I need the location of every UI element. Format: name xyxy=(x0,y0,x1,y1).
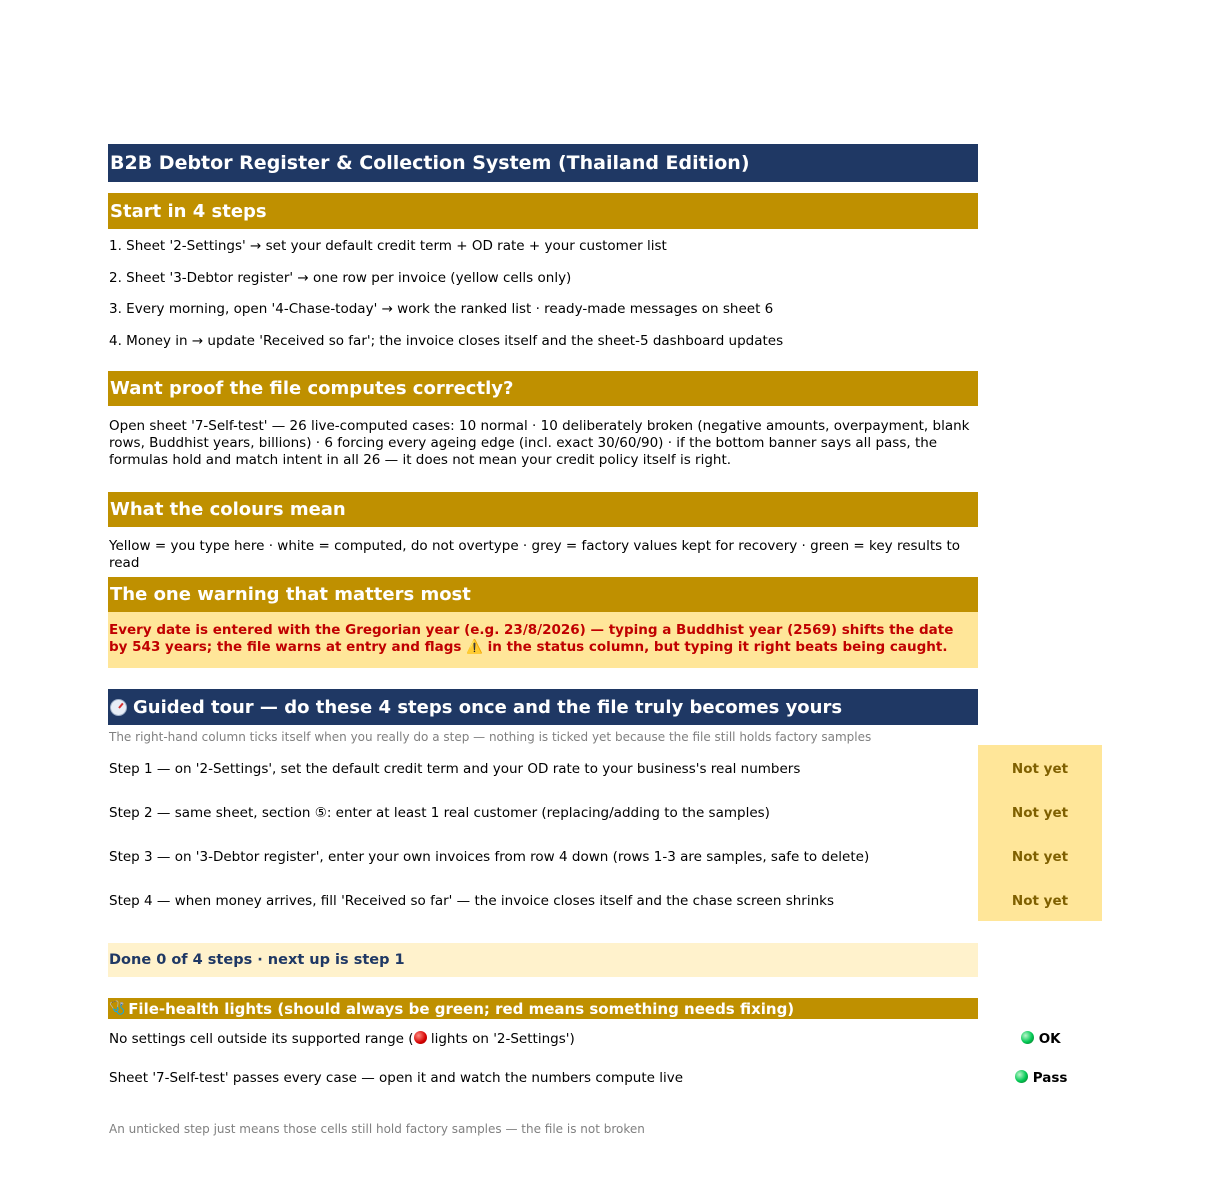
health-check-1-text-start: No settings cell outside its supported range ( xyxy=(109,1031,414,1047)
health-check-1-status: OK xyxy=(1038,1031,1061,1047)
red-light-icon xyxy=(414,1031,427,1044)
start-step-1: 1. Sheet '2-Settings' → set your default credit term + OD rate + your customer list xyxy=(109,238,667,254)
title-bar xyxy=(108,144,978,182)
tour-heading-bar xyxy=(108,689,978,725)
health-check-1 xyxy=(109,1031,977,1048)
green-light-icon xyxy=(1021,1031,1034,1044)
colours-heading-bar xyxy=(108,492,978,527)
proof-heading: Want proof the file computes correctly? xyxy=(110,378,514,399)
tour-step-2: Step 2 — same sheet, section ⑤: enter at least 1 real customer (replacing/adding to the samples) xyxy=(109,805,770,821)
warning-text-end: in the status column, but typing it right beats being caught. xyxy=(482,639,948,655)
start-step-4: 4. Money in → update 'Received so far'; the invoice closes itself and the sheet-5 dashboard updates xyxy=(109,333,784,349)
tour-heading: Guided tour — do these 4 steps once and the file truly becomes yours xyxy=(133,696,843,718)
warning-heading-bar xyxy=(108,577,978,612)
health-check-1-text-end: lights on '2-Settings') xyxy=(426,1031,575,1047)
start-heading: Start in 4 steps xyxy=(110,200,267,222)
tour-step-3-status: Not yet xyxy=(1011,849,1069,865)
health-heading-bar xyxy=(108,998,978,1019)
tour-step-3: Step 3 — on '3-Debtor register', enter your own invoices from row 4 down (rows 1-3 are samples, safe to delete) xyxy=(109,849,870,865)
start-step-2: 2. Sheet '3-Debtor register' → one row per invoice (yellow cells only) xyxy=(109,270,572,286)
health-check-1-light xyxy=(1021,1031,1061,1047)
start-heading-bar xyxy=(108,193,978,229)
compass-icon xyxy=(110,699,127,716)
tour-step-4-status: Not yet xyxy=(1011,893,1069,909)
warning-text-start: Every date is entered with the Gregorian year (e.g. 23/8/2026) — typing a Buddhist year (2569) shifts the date by 543 years; the file warns at entry and flags xyxy=(109,622,954,655)
health-check-2-status: Pass xyxy=(1032,1070,1068,1086)
start-step-3: 3. Every morning, open '4-Chase-today' → work the ranked list · ready-made messages on sheet 6 xyxy=(109,301,774,317)
colours-body: Yellow = you type here · white = computed, do not overtype · grey = factory values kept for recovery · green = key results to read xyxy=(109,538,961,571)
warning-heading: The one warning that matters most xyxy=(110,584,471,605)
warning-icon: ⚠️ xyxy=(466,639,483,655)
proof-heading-bar xyxy=(108,371,978,406)
proof-body: Open sheet '7-Self-test' — 26 live-computed cases: 10 normal · 10 deliberately broken (negative amounts, overpayment, blank rows, Buddhist years, billions) · 6 forcing every ageing edge (incl. exact 30/60/90) · if the bottom banner says all pass, the formulas hold and match intent in all 26 — it does not mean your credit policy itself is right. xyxy=(109,418,970,468)
colours-heading: What the colours mean xyxy=(110,499,346,520)
tour-progress-text: Done 0 of 4 steps · next up is step 1 xyxy=(109,952,405,968)
warning-box xyxy=(108,612,978,668)
stethoscope-icon: 🩺 xyxy=(109,1001,126,1016)
tour-step-1: Step 1 — on '2-Settings', set the default credit term and your OD rate to your business's real numbers xyxy=(109,761,801,777)
tour-step-2-status: Not yet xyxy=(1011,805,1069,821)
health-check-2: Sheet '7-Self-test' passes every case — open it and watch the numbers compute live xyxy=(109,1070,684,1086)
tour-note: The right-hand column ticks itself when you really do a step — nothing is ticked yet because the file still holds factory samples xyxy=(109,730,872,744)
health-footnote: An unticked step just means those cells still hold factory samples — the file is not broken xyxy=(109,1122,645,1136)
health-heading: File-health lights (should always be green; red means something needs fixing) xyxy=(128,999,795,1018)
tour-progress xyxy=(108,943,978,977)
health-check-2-light xyxy=(1015,1070,1067,1086)
tour-step-4: Step 4 — when money arrives, fill 'Received so far' — the invoice closes itself and the chase screen shrinks xyxy=(109,893,835,909)
page-title: B2B Debtor Register & Collection System (Thailand Edition) xyxy=(110,152,750,174)
green-light-icon xyxy=(1015,1070,1028,1083)
tour-step-1-status: Not yet xyxy=(1011,761,1069,777)
